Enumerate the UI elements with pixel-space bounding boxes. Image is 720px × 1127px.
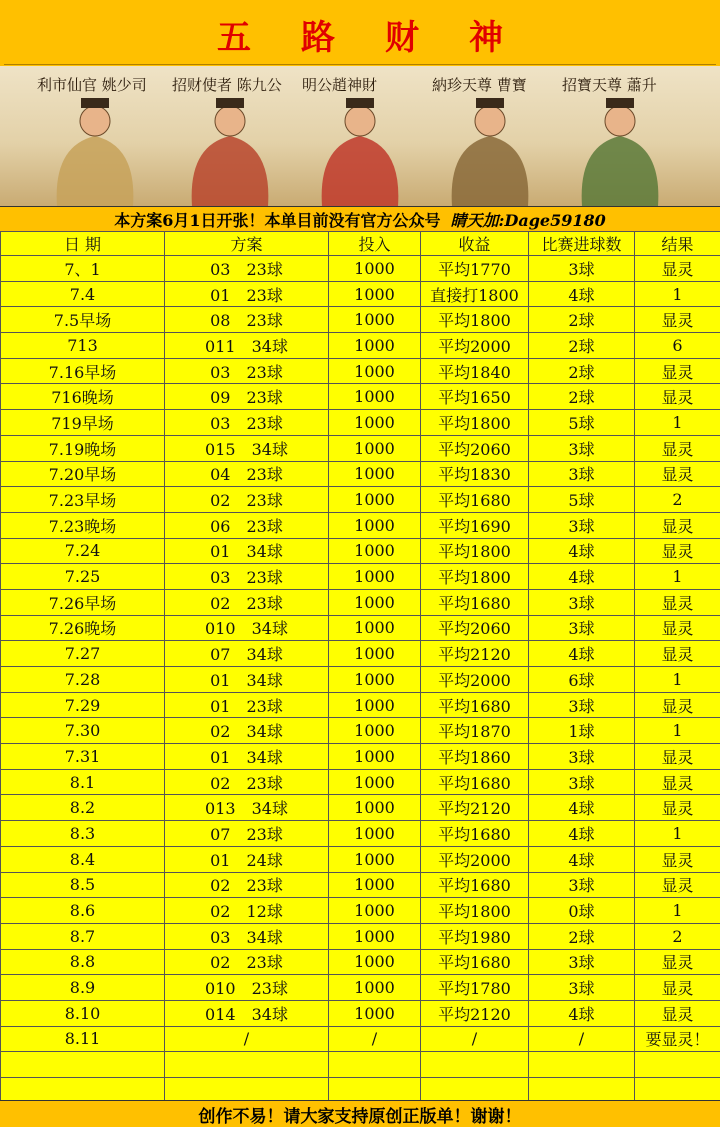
title-bar xyxy=(4,4,716,65)
cell-stake: 1000 xyxy=(329,281,421,307)
cell-return: 平均1800 xyxy=(421,564,529,590)
table-row xyxy=(1,1052,720,1078)
cell-date: 719早场 xyxy=(1,410,165,436)
footer-bar xyxy=(0,1100,720,1127)
cell-result: 显灵 xyxy=(635,461,720,487)
table-row xyxy=(1,821,720,847)
cell-result: 1 xyxy=(635,898,720,924)
table-row xyxy=(1,589,720,615)
cell-return: 平均1800 xyxy=(421,898,529,924)
table-row xyxy=(1,1000,720,1026)
cell-plan: 01 23球 xyxy=(165,281,329,307)
table-row xyxy=(1,256,720,282)
cell-stake: 1000 xyxy=(329,898,421,924)
cell-date: 7.27 xyxy=(1,641,165,667)
table-row xyxy=(1,384,720,410)
footer-text: 创作不易！请大家支持原创正版单！谢谢！ xyxy=(199,1102,522,1127)
cell-goals: 0球 xyxy=(529,898,635,924)
cell-stake: 1000 xyxy=(329,333,421,359)
cell-stake: 1000 xyxy=(329,256,421,282)
cell-result: 2 xyxy=(635,487,720,513)
cell-return: 平均1870 xyxy=(421,718,529,744)
cell-return: 平均2060 xyxy=(421,435,529,461)
cell-stake xyxy=(329,1052,421,1078)
cell-plan: 01 34球 xyxy=(165,744,329,770)
cell-result: 显灵 xyxy=(635,589,720,615)
cell-date: 713 xyxy=(1,333,165,359)
cell-result: 显灵 xyxy=(635,435,720,461)
cell-return: 平均1680 xyxy=(421,692,529,718)
cell-return: 平均1690 xyxy=(421,512,529,538)
cell-return: 平均1680 xyxy=(421,487,529,513)
cell-date: 7.19晚场 xyxy=(1,435,165,461)
cell-goals: 3球 xyxy=(529,512,635,538)
cell-goals: 3球 xyxy=(529,692,635,718)
cell-stake: 1000 xyxy=(329,358,421,384)
cell-result: 1 xyxy=(635,410,720,436)
cell-stake: 1000 xyxy=(329,564,421,590)
cell-date: 7.25 xyxy=(1,564,165,590)
table-row xyxy=(1,307,720,333)
deity-head xyxy=(215,106,245,136)
cell-date: 8.4 xyxy=(1,846,165,872)
cell-return: 平均2000 xyxy=(421,667,529,693)
deity-caption: 利市仙官 姚少司 xyxy=(37,76,147,94)
cell-date: 8.9 xyxy=(1,975,165,1001)
cell-result: 显灵 xyxy=(635,846,720,872)
cell-stake: 1000 xyxy=(329,641,421,667)
cell-return: 平均1980 xyxy=(421,923,529,949)
cell-goals: 2球 xyxy=(529,307,635,333)
cell-goals: 4球 xyxy=(529,821,635,847)
cell-result: 显灵 xyxy=(635,692,720,718)
cell-date: 7.31 xyxy=(1,744,165,770)
cell-result: 1 xyxy=(635,821,720,847)
cell-stake: 1000 xyxy=(329,846,421,872)
cell-plan: 010 23球 xyxy=(165,975,329,1001)
cell-plan: 02 23球 xyxy=(165,949,329,975)
cell-goals: 4球 xyxy=(529,1000,635,1026)
table-row xyxy=(1,744,720,770)
cell-goals: 2球 xyxy=(529,333,635,359)
cell-return: 直接打1800 xyxy=(421,281,529,307)
cell-result: 显灵 xyxy=(635,538,720,564)
cell-result: 显灵 xyxy=(635,307,720,333)
cell-plan: 02 23球 xyxy=(165,487,329,513)
cell-result: 显灵 xyxy=(635,769,720,795)
deity-caption: 招财使者 陈九公 xyxy=(172,76,282,94)
deity-robe xyxy=(582,136,659,206)
cell-date: 7.20早场 xyxy=(1,461,165,487)
cell-goals: 1球 xyxy=(529,718,635,744)
cell-stake: 1000 xyxy=(329,461,421,487)
cell-date: 7.4 xyxy=(1,281,165,307)
cell-return: 平均1860 xyxy=(421,744,529,770)
deity-head xyxy=(345,106,375,136)
cell-plan: 06 23球 xyxy=(165,512,329,538)
notice-text: 本方案6月1日开张！本单目前没有官方公众号 xyxy=(114,208,440,231)
cell-result: 显灵 xyxy=(635,512,720,538)
cell-goals: 3球 xyxy=(529,949,635,975)
cell-date: 7、1 xyxy=(1,256,165,282)
cell-stake: 1000 xyxy=(329,615,421,641)
page-title: 五路财神 xyxy=(167,10,553,59)
cell-return: 平均1680 xyxy=(421,821,529,847)
cell-stake: 1000 xyxy=(329,769,421,795)
cell-plan: 09 23球 xyxy=(165,384,329,410)
cell-date: 7.28 xyxy=(1,667,165,693)
cell-plan: 013 34球 xyxy=(165,795,329,821)
deity-figure xyxy=(562,76,658,206)
cell-plan: 03 23球 xyxy=(165,358,329,384)
cell-goals: 4球 xyxy=(529,281,635,307)
column-header-stake: 投入 xyxy=(329,232,421,256)
cell-return: 平均1680 xyxy=(421,769,529,795)
cell-goals: 2球 xyxy=(529,384,635,410)
cell-date: 7.29 xyxy=(1,692,165,718)
cell-stake: 1000 xyxy=(329,795,421,821)
cell-result: 显灵 xyxy=(635,975,720,1001)
cell-goals: 5球 xyxy=(529,487,635,513)
cell-stake: 1000 xyxy=(329,1000,421,1026)
cell-stake: 1000 xyxy=(329,384,421,410)
table-row xyxy=(1,923,720,949)
cell-plan: 02 23球 xyxy=(165,872,329,898)
cell-goals: 3球 xyxy=(529,975,635,1001)
banner-illustration xyxy=(0,66,720,206)
cell-goals: / xyxy=(529,1026,635,1052)
cell-date: 8.2 xyxy=(1,795,165,821)
cell-result: 显灵 xyxy=(635,744,720,770)
cell-result: 要显灵！ xyxy=(635,1026,720,1052)
column-header-result: 结果 xyxy=(635,232,720,256)
cell-goals: 3球 xyxy=(529,256,635,282)
cell-return: / xyxy=(421,1026,529,1052)
cell-goals xyxy=(529,1052,635,1078)
cell-plan: 02 34球 xyxy=(165,718,329,744)
cell-plan xyxy=(165,1052,329,1078)
cell-date: 8.11 xyxy=(1,1026,165,1052)
deity-hat xyxy=(81,98,109,108)
cell-plan: 03 23球 xyxy=(165,256,329,282)
cell-date: 7.26早场 xyxy=(1,589,165,615)
cell-return: 平均2120 xyxy=(421,795,529,821)
cell-result: 显灵 xyxy=(635,795,720,821)
cell-stake: 1000 xyxy=(329,538,421,564)
cell-result xyxy=(635,1052,720,1078)
cell-return: 平均2060 xyxy=(421,615,529,641)
cell-stake: 1000 xyxy=(329,512,421,538)
cell-return: 平均2000 xyxy=(421,846,529,872)
cell-goals: 2球 xyxy=(529,358,635,384)
cell-result: 显灵 xyxy=(635,949,720,975)
cell-goals: 3球 xyxy=(529,744,635,770)
column-header-plan: 方案 xyxy=(165,232,329,256)
cell-goals: 4球 xyxy=(529,795,635,821)
cell-plan: 010 34球 xyxy=(165,615,329,641)
cell-result: 6 xyxy=(635,333,720,359)
cell-return: 平均2000 xyxy=(421,333,529,359)
cell-date: 7.30 xyxy=(1,718,165,744)
table-row xyxy=(1,692,720,718)
deity-caption: 納珍天尊 曹寶 xyxy=(432,76,527,94)
cell-goals: 5球 xyxy=(529,410,635,436)
cell-stake: 1000 xyxy=(329,410,421,436)
deity-figure xyxy=(302,76,398,206)
cell-return: 平均2120 xyxy=(421,641,529,667)
table-row xyxy=(1,718,720,744)
cell-result: 1 xyxy=(635,667,720,693)
cell-date: 7.26晚场 xyxy=(1,615,165,641)
deity-head xyxy=(605,106,635,136)
five-gods-banner xyxy=(0,66,720,206)
cell-date: 7.16早场 xyxy=(1,358,165,384)
cell-date: 716晚场 xyxy=(1,384,165,410)
cell-date: 8.10 xyxy=(1,1000,165,1026)
cell-return: 平均1800 xyxy=(421,538,529,564)
cell-result: 显灵 xyxy=(635,641,720,667)
deity-figure xyxy=(172,76,282,206)
table-row xyxy=(1,1026,720,1052)
cell-goals: 4球 xyxy=(529,846,635,872)
deity-caption: 明公趙神財 xyxy=(302,76,377,94)
table-row xyxy=(1,769,720,795)
results-table xyxy=(0,231,720,1104)
cell-stake: 1000 xyxy=(329,744,421,770)
cell-result: 1 xyxy=(635,564,720,590)
cell-goals: 3球 xyxy=(529,589,635,615)
table-row xyxy=(1,872,720,898)
table-row xyxy=(1,846,720,872)
cell-result: 显灵 xyxy=(635,872,720,898)
cell-stake: 1000 xyxy=(329,692,421,718)
table-row xyxy=(1,358,720,384)
cell-stake: 1000 xyxy=(329,307,421,333)
deity-hat xyxy=(346,98,374,108)
cell-date: 8.5 xyxy=(1,872,165,898)
cell-plan: / xyxy=(165,1026,329,1052)
cell-stake: 1000 xyxy=(329,821,421,847)
cell-stake: 1000 xyxy=(329,923,421,949)
cell-result: 显灵 xyxy=(635,615,720,641)
table-row xyxy=(1,975,720,1001)
table-row xyxy=(1,435,720,461)
cell-date: 8.8 xyxy=(1,949,165,975)
cell-plan: 04 23球 xyxy=(165,461,329,487)
column-header-date: 日 期 xyxy=(1,232,165,256)
cell-plan: 03 34球 xyxy=(165,923,329,949)
cell-result: 显灵 xyxy=(635,256,720,282)
table-row xyxy=(1,461,720,487)
cell-return: 平均1770 xyxy=(421,256,529,282)
cell-goals: 3球 xyxy=(529,769,635,795)
cell-plan: 01 34球 xyxy=(165,667,329,693)
cell-date: 8.3 xyxy=(1,821,165,847)
cell-date: 8.6 xyxy=(1,898,165,924)
deity-figure xyxy=(432,76,528,206)
table-row xyxy=(1,949,720,975)
cell-result: 2 xyxy=(635,923,720,949)
contact-text: 睛天加:Dage59180 xyxy=(451,208,606,231)
cell-return: 平均1680 xyxy=(421,949,529,975)
cell-date: 7.24 xyxy=(1,538,165,564)
table-row xyxy=(1,410,720,436)
cell-goals: 3球 xyxy=(529,435,635,461)
cell-plan: 03 23球 xyxy=(165,564,329,590)
notice-bar xyxy=(0,206,720,232)
cell-stake: 1000 xyxy=(329,872,421,898)
table-body xyxy=(1,256,720,1104)
table-row xyxy=(1,564,720,590)
cell-plan: 011 34球 xyxy=(165,333,329,359)
cell-goals: 6球 xyxy=(529,667,635,693)
cell-stake: 1000 xyxy=(329,487,421,513)
cell-result: 显灵 xyxy=(635,1000,720,1026)
cell-stake: 1000 xyxy=(329,589,421,615)
cell-goals: 3球 xyxy=(529,872,635,898)
cell-return: 平均1680 xyxy=(421,872,529,898)
table-row xyxy=(1,795,720,821)
deity-head xyxy=(475,106,505,136)
cell-plan: 02 23球 xyxy=(165,769,329,795)
cell-return xyxy=(421,1052,529,1078)
cell-stake: 1000 xyxy=(329,949,421,975)
cell-goals: 4球 xyxy=(529,564,635,590)
deity-head xyxy=(80,106,110,136)
cell-date: 7.23晚场 xyxy=(1,512,165,538)
cell-plan: 01 23球 xyxy=(165,692,329,718)
cell-plan: 07 23球 xyxy=(165,821,329,847)
cell-return: 平均1830 xyxy=(421,461,529,487)
cell-return: 平均1650 xyxy=(421,384,529,410)
table-row xyxy=(1,512,720,538)
table-row xyxy=(1,281,720,307)
deity-caption: 招寶天尊 蕭升 xyxy=(562,76,657,94)
deity-robe xyxy=(322,136,399,206)
cell-date: 8.1 xyxy=(1,769,165,795)
cell-stake: / xyxy=(329,1026,421,1052)
cell-stake: 1000 xyxy=(329,435,421,461)
cell-goals: 3球 xyxy=(529,461,635,487)
cell-plan: 03 23球 xyxy=(165,410,329,436)
cell-goals: 4球 xyxy=(529,641,635,667)
table-row xyxy=(1,667,720,693)
deity-figure xyxy=(37,76,147,206)
cell-stake: 1000 xyxy=(329,975,421,1001)
column-header-goals: 比赛进球数 xyxy=(529,232,635,256)
cell-plan: 02 23球 xyxy=(165,589,329,615)
deity-robe xyxy=(452,136,529,206)
deity-robe xyxy=(57,136,134,206)
cell-plan: 015 34球 xyxy=(165,435,329,461)
deity-hat xyxy=(606,98,634,108)
cell-return: 平均1780 xyxy=(421,975,529,1001)
deity-hat xyxy=(216,98,244,108)
table-row xyxy=(1,487,720,513)
table-row xyxy=(1,333,720,359)
table-row xyxy=(1,615,720,641)
cell-plan: 08 23球 xyxy=(165,307,329,333)
cell-return: 平均1840 xyxy=(421,358,529,384)
cell-result: 显灵 xyxy=(635,358,720,384)
column-header-return: 收益 xyxy=(421,232,529,256)
deity-hat xyxy=(476,98,504,108)
cell-result: 显灵 xyxy=(635,384,720,410)
cell-date: 8.7 xyxy=(1,923,165,949)
cell-result: 1 xyxy=(635,281,720,307)
table-header-row xyxy=(1,232,720,256)
cell-plan: 07 34球 xyxy=(165,641,329,667)
cell-goals: 2球 xyxy=(529,923,635,949)
deity-robe xyxy=(192,136,269,206)
cell-goals: 4球 xyxy=(529,538,635,564)
table-row xyxy=(1,538,720,564)
cell-return: 平均1800 xyxy=(421,307,529,333)
table-row xyxy=(1,898,720,924)
cell-date xyxy=(1,1052,165,1078)
cell-plan: 02 12球 xyxy=(165,898,329,924)
cell-result: 1 xyxy=(635,718,720,744)
table-row xyxy=(1,641,720,667)
cell-plan: 01 24球 xyxy=(165,846,329,872)
cell-return: 平均1800 xyxy=(421,410,529,436)
cell-return: 平均2120 xyxy=(421,1000,529,1026)
cell-date: 7.5早场 xyxy=(1,307,165,333)
cell-goals: 3球 xyxy=(529,615,635,641)
cell-return: 平均1680 xyxy=(421,589,529,615)
cell-plan: 01 34球 xyxy=(165,538,329,564)
cell-stake: 1000 xyxy=(329,667,421,693)
cell-plan: 014 34球 xyxy=(165,1000,329,1026)
cell-stake: 1000 xyxy=(329,718,421,744)
cell-date: 7.23早场 xyxy=(1,487,165,513)
